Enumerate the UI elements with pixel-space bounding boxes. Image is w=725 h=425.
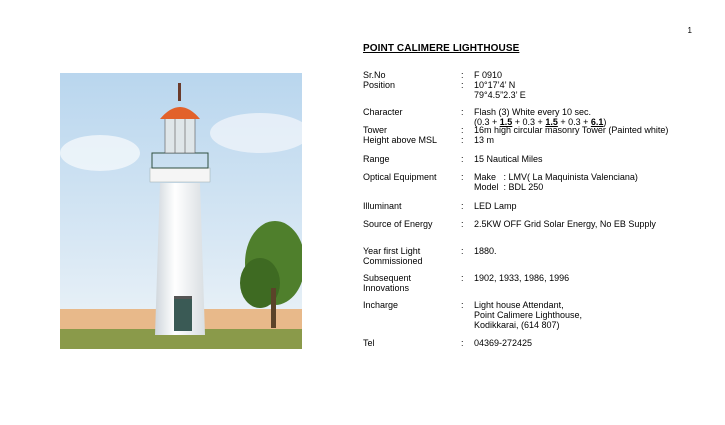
value-tel: 04369-272425 bbox=[474, 338, 533, 348]
colon: : bbox=[461, 107, 464, 117]
label-illuminant: Illuminant bbox=[363, 201, 402, 211]
seq-c: 6.1 bbox=[590, 117, 604, 127]
label-energy: Source of Energy bbox=[363, 219, 433, 229]
label-year-first-light bbox=[363, 246, 458, 266]
value-position-lat: 10°17’4’ N bbox=[474, 80, 516, 90]
value-range: 15 Nautical Miles bbox=[474, 154, 543, 164]
label-innovations-1: Subsequent bbox=[363, 273, 412, 283]
label-position: Position bbox=[363, 80, 396, 90]
label-height: Height above MSL bbox=[363, 135, 438, 145]
value-incharge-3: Kodikkarai, (614 807) bbox=[474, 320, 560, 330]
label-character: Character bbox=[363, 107, 403, 117]
value-optical bbox=[474, 172, 638, 192]
seq-close: ) bbox=[603, 117, 607, 127]
label-tel: Tel bbox=[363, 338, 375, 348]
colon: : bbox=[461, 70, 464, 80]
label-incharge: Incharge bbox=[363, 300, 399, 310]
value-incharge-1: Light house Attendant, bbox=[474, 300, 564, 310]
colon: : bbox=[461, 154, 464, 164]
colon: : bbox=[461, 338, 464, 348]
value-year-first-light: 1880. bbox=[474, 246, 497, 256]
seq-p2: + 0.3 + bbox=[557, 117, 591, 127]
label-innovations-2: Innovations bbox=[363, 283, 410, 293]
colon: : bbox=[461, 300, 464, 310]
seq-a: 1.5 bbox=[499, 117, 513, 127]
seq-b: 1.5 bbox=[545, 117, 558, 127]
value-illuminant: LED Lamp bbox=[474, 201, 517, 211]
colon: : bbox=[461, 246, 464, 256]
label-tower: Tower bbox=[363, 125, 388, 135]
value-innovations: 1902, 1933, 1986, 1996 bbox=[474, 273, 570, 283]
value-height: 13 m bbox=[474, 135, 495, 145]
value-character-flash: Flash (3) White every 10 sec. bbox=[474, 107, 592, 117]
lighthouse-photo bbox=[60, 73, 302, 349]
value-sr-no: F 0910 bbox=[474, 70, 503, 80]
colon: : bbox=[461, 219, 464, 229]
value-position-lon: 79°4.5”2.3’ E bbox=[474, 90, 526, 100]
value-optical-make: Make : LMV( La Maquinista Valenciana) bbox=[474, 172, 638, 182]
page-number: 1 bbox=[687, 26, 692, 35]
value-tower: 16m high circular masonry Tower (Painted white) bbox=[474, 125, 669, 135]
seq-p1: + 0.3 + bbox=[512, 117, 546, 127]
colon: : bbox=[461, 135, 464, 145]
colon: : bbox=[461, 80, 464, 90]
value-position bbox=[474, 80, 526, 100]
document-title: POINT CALIMERE LIGHTHOUSE bbox=[363, 43, 520, 54]
seq-open: (0.3 + bbox=[474, 117, 500, 127]
value-optical-model: Model : BDL 250 bbox=[474, 182, 544, 192]
value-energy: 2.5KW OFF Grid Solar Energy, No EB Supply bbox=[474, 219, 656, 229]
value-character bbox=[474, 107, 606, 127]
colon: : bbox=[461, 273, 464, 283]
label-innovations bbox=[363, 273, 458, 293]
label-year-first-light-1: Year first Light bbox=[363, 246, 421, 256]
label-sr-no: Sr.No bbox=[363, 70, 386, 80]
label-range: Range bbox=[363, 154, 390, 164]
label-year-first-light-2: Commissioned bbox=[363, 256, 423, 266]
label-optical: Optical Equipment bbox=[363, 172, 437, 182]
colon: : bbox=[461, 172, 464, 182]
value-incharge-2: Point Calimere Lighthouse, bbox=[474, 310, 583, 320]
value-incharge bbox=[474, 300, 582, 330]
colon: : bbox=[461, 201, 464, 211]
colon: : bbox=[461, 125, 464, 135]
